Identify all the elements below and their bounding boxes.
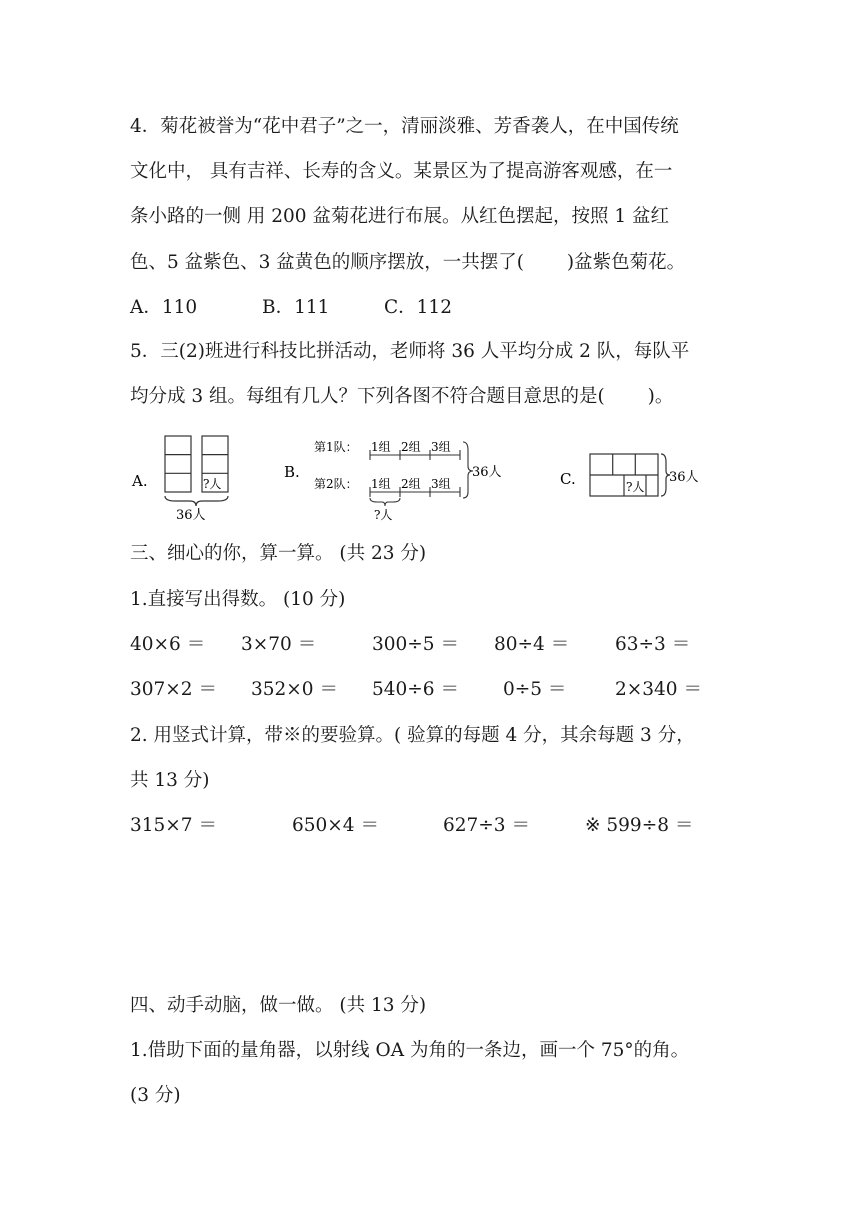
q4-option-a: A．110 bbox=[130, 297, 198, 318]
figure-a bbox=[130, 430, 260, 525]
q4-line-2: 文化中， 具有吉祥、长寿的含义。某景区为了提高游客观感，在一 bbox=[130, 161, 673, 182]
q4-line-1: 4．菊花被誉为“花中君子”之一，清丽淡雅、芳香袭人，在中国传统 bbox=[130, 116, 679, 137]
section-3-part-2-title-cont: 共 13 分) bbox=[130, 770, 210, 791]
vertical-calc-item: 315×7 ＝ bbox=[130, 815, 217, 836]
figure-c bbox=[558, 448, 718, 508]
figure-b-label: B. bbox=[284, 463, 300, 481]
calc-item: 0÷5 ＝ bbox=[503, 679, 567, 700]
figure-b-team1-group-2: 2组 bbox=[401, 440, 421, 454]
calc-item: 3×70 ＝ bbox=[241, 634, 317, 655]
figure-b-team1: 第1队： bbox=[314, 440, 358, 454]
figure-a-unknown: ?人 bbox=[203, 477, 222, 491]
calc-item: 40×6 ＝ bbox=[130, 634, 206, 655]
section-3-heading: 三、细心的你，算一算。 (共 23 分) bbox=[130, 543, 427, 564]
calc-item: 63÷3 ＝ bbox=[615, 634, 691, 655]
figure-b-team2: 第2队： bbox=[314, 477, 358, 491]
figure-c-label: C. bbox=[560, 470, 576, 488]
calc-item: 352×0 ＝ bbox=[251, 679, 338, 700]
calc-item: 80÷4 ＝ bbox=[494, 634, 570, 655]
figure-b-team2-group-2: 2组 bbox=[401, 477, 421, 491]
vertical-calc-item: ※ 599÷8 ＝ bbox=[585, 815, 694, 836]
figure-a-label: A. bbox=[132, 472, 148, 490]
figure-b-team1-group-1: 1组 bbox=[371, 440, 391, 454]
figure-b bbox=[282, 432, 512, 524]
q4-option-c: C．112 bbox=[384, 297, 452, 318]
figure-b-team1-group-3: 3组 bbox=[431, 440, 451, 454]
section-3-part-2-title: 2. 用竖式计算，带※的要验算。( 验算的每题 4 分，其余每题 3 分， bbox=[130, 725, 695, 746]
calc-item: 307×2 ＝ bbox=[130, 679, 217, 700]
calc-item: 300÷5 ＝ bbox=[372, 634, 459, 655]
section-4-part-1-title: 1.借助下面的量角器，以射线 OA 为角的一条边，画一个 75°的角。 bbox=[130, 1040, 690, 1061]
figure-a-total: 36人 bbox=[176, 508, 206, 523]
section-3-part-1-title: 1.直接写出得数。 (10 分) bbox=[130, 589, 346, 610]
q4-option-b: B．111 bbox=[262, 297, 330, 318]
calc-item: 2×340 ＝ bbox=[615, 679, 702, 700]
q5-line-2: 均分成 3 组。每组有几人？下列各图不符合题目意思的是( )。 bbox=[130, 386, 674, 407]
figure-c-unknown: ?人 bbox=[626, 480, 645, 494]
vertical-calc-item: 650×4 ＝ bbox=[292, 815, 379, 836]
q4-line-3: 条小路的一侧 用 200 盆菊花进行布展。从红色摆起，按照 1 盆红 bbox=[130, 206, 669, 227]
calc-item: 540÷6 ＝ bbox=[372, 679, 459, 700]
vertical-calc-item: 627÷3 ＝ bbox=[443, 815, 530, 836]
figure-b-team2-group-1: 1组 bbox=[371, 477, 391, 491]
q4-line-4: 色、5 盆紫色、3 盆黄色的顺序摆放，一共摆了( )盆紫色菊花。 bbox=[130, 252, 686, 273]
section-4-heading: 四、动手动脑，做一做。 (共 13 分) bbox=[130, 995, 427, 1016]
figure-b-total: 36人 bbox=[472, 465, 502, 480]
figure-b-team2-group-3: 3组 bbox=[431, 477, 451, 491]
section-4-part-1-title-cont: (3 分) bbox=[130, 1085, 181, 1106]
figure-b-unknown: ?人 bbox=[374, 508, 393, 522]
figure-c-total: 36人 bbox=[669, 470, 699, 485]
q5-line-1: 5．三(2)班进行科技比拼活动，老师将 36 人平均分成 2 队，每队平 bbox=[130, 341, 690, 362]
